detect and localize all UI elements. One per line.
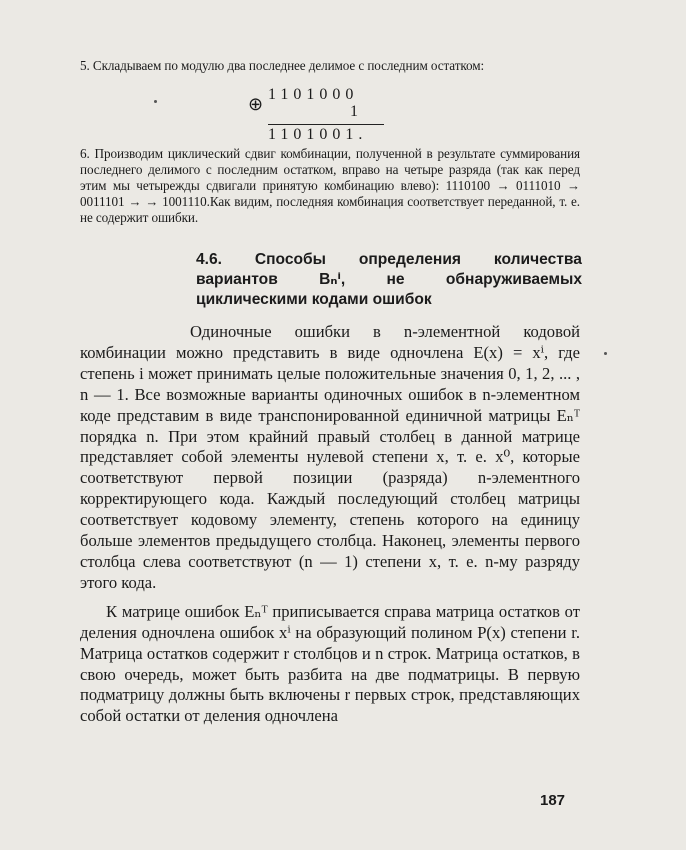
body-paragraph-1: Одиночные ошибки в n-элементной кодовой комбинации можно представить в виде одночлена E(x) = xⁱ, где степень i может принимать целые положительные значения 0, 1, 2, ... , n — 1. Все возможные варианты одиночных ошибок в n-элементном коде представим в виде транспонированной единичной матрицы Eₙᵀ порядка n. При этом крайний правый столбец в данной матрице представляет собой элементы нулевой степени x, т. е. x⁰, которые соответствуют первой позиции (разряда) n-элементного корректирующего кода. Каждый последующий столбец матрицы соответствует кодовому элементу, степень которого на единицу больше элементов предыдущего столбца. Наконец, элементы первого столбца слева соответствуют (n — 1) степени x, т. е. n-му разряду этого кода. [80, 322, 580, 592]
sum-addend-row: 1 [350, 103, 363, 120]
sum-result-row: 1101001. [268, 126, 368, 143]
paragraph-5: 5. Складываем по модулю два последнее делимое с последним остатком: [80, 58, 485, 73]
section-heading: 4.6. Способы определения количества вариантов Bₙⁱ, не обнаруживаемых циклическими кодами ошибок [196, 251, 582, 308]
xor-operator: ⊕ [248, 94, 264, 114]
sum-top-row: 1101000 [268, 86, 359, 103]
print-speck [604, 352, 607, 355]
print-speck [154, 100, 157, 103]
paragraph-6: 6. Производим циклический сдвиг комбинации, полученной в результате суммирования последнего делимого с последним остатком, вправо на четыре разряда (так как перед этим мы четырежды сдвигали принятую комбинацию влево): 1110100 → 0111010 → 0011101 → → 1001110.Как видим, последняя комбинация соответствует переданной, т. е. не содержит ошибки. [80, 146, 580, 225]
sum-rule [268, 124, 384, 125]
page-number: 187 [540, 792, 566, 809]
body-paragraph-2: К матрице ошибок Eₙᵀ приписывается справа матрица остатков от деления одночлена ошибок xⁱ на образующий полином P(x) степени r. Матрица остатков содержит r столбцов и n строк. Матрица остатков, в свою очередь, может быть разбита на две подматрицы. В первую подматрицу должны быть включены r первых строк, представляющих собой остатки от деления одночлена [80, 601, 580, 726]
body-text [80, 322, 580, 727]
